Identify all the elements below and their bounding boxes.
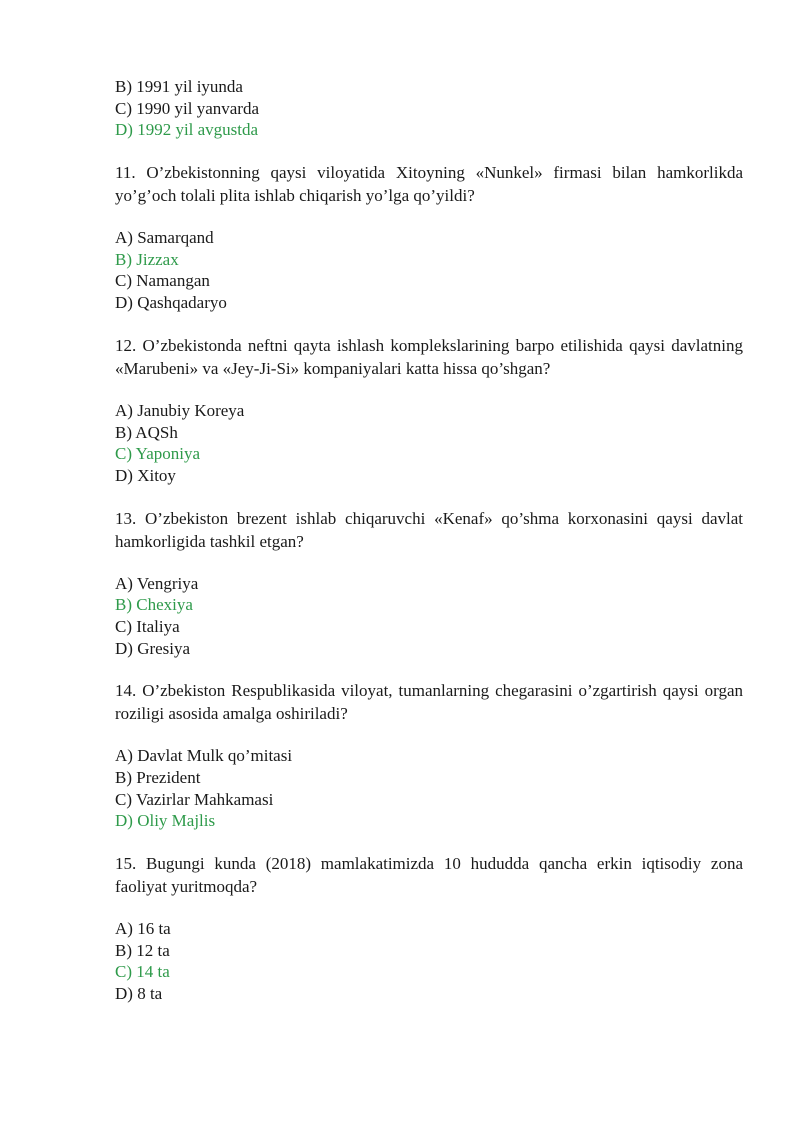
option-d: D) 8 ta	[115, 984, 163, 1004]
question-text: 11. O’zbekistonning qaysi viloyatida Xitoyning «Nunkel» firmasi bilan hamkorlikda yo’g’och tolali plita ishlab chiqarish yo’lga qo’yildi?	[115, 163, 743, 206]
option-d-correct: D) 1992 yil avgustda	[115, 120, 259, 140]
option-c: C) 1990 yil yanvarda	[115, 98, 259, 118]
question-options	[115, 400, 743, 487]
option-a: A) Davlat Mulk qo’mitasi	[115, 746, 293, 766]
option-d: D) Qashqadaryo	[115, 293, 227, 313]
document-content	[115, 76, 743, 1005]
option-c-correct: C) 14 ta	[115, 962, 170, 982]
option-b: B) Prezident	[115, 768, 201, 787]
previous-question-options	[115, 76, 743, 141]
option-c-correct: C) Yaponiya	[115, 444, 201, 464]
option-a: A) Janubiy Koreya	[115, 400, 245, 420]
option-d: D) Gresiya	[115, 638, 191, 658]
option-a: A) Vengriya	[115, 573, 199, 593]
option-c: C) Italiya	[115, 616, 180, 636]
option-b: B) 1991 yil iyunda	[115, 77, 243, 96]
question-text: 12. O’zbekistonda neftni qayta ishlash komplekslarining barpo etilishida qaysi davlatning «Marubeni» va «Jey-Ji-Si» kompaniyalari katta hissa qo’shgan?	[115, 335, 743, 378]
option-c: C) Vazirlar Mahkamasi	[115, 789, 274, 809]
question-options	[115, 573, 743, 660]
option-a: A) 16 ta	[115, 919, 171, 939]
question-text: 15. Bugungi kunda (2018) mamlakatimizda 10 hududda qancha erkin iqtisodiy zona faoliyat yuritmoqda?	[115, 854, 743, 897]
question-options	[115, 227, 743, 314]
question-options	[115, 918, 743, 1005]
option-d-correct: D) Oliy Majlis	[115, 811, 216, 831]
option-b: B) AQSh	[115, 422, 178, 442]
option-b: B) 12 ta	[115, 940, 170, 960]
option-a: A) Samarqand	[115, 228, 214, 248]
option-b-correct: B) Jizzax	[115, 249, 179, 269]
question-text: 13. O’zbekiston brezent ishlab chiqaruvchi «Kenaf» qo’shma korxonasini qaysi davlat hamkorligida tashkil etgan?	[115, 508, 743, 551]
option-c: C) Namangan	[115, 271, 210, 291]
option-d: D) Xitoy	[115, 465, 176, 485]
question-options	[115, 745, 743, 832]
question-text: 14. O’zbekiston Respublikasida viloyat, tumanlarning chegarasini o’zgartirish qaysi organ roziligi asosida amalga oshiriladi?	[115, 681, 743, 724]
option-b-correct: B) Chexiya	[115, 595, 193, 615]
